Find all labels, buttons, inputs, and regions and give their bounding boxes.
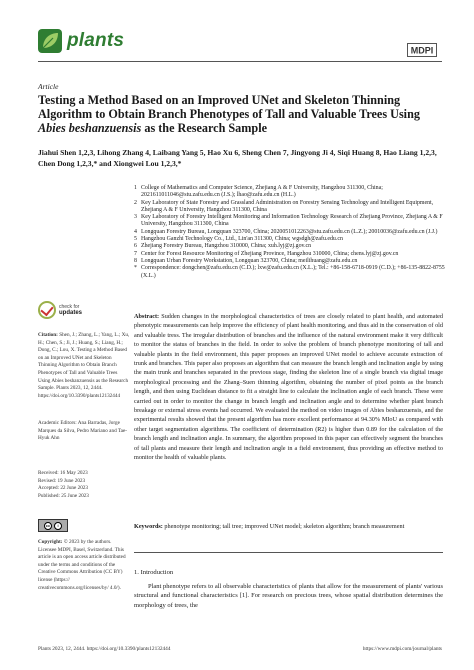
affiliation-item [134, 200, 454, 215]
editors-label: Academic Editors: [38, 420, 77, 426]
page-footer [38, 646, 442, 652]
plants-leaf-icon [38, 29, 62, 53]
check-updates-icon [38, 301, 56, 319]
affiliation-item [134, 265, 454, 280]
journal-name[interactable]: plants [67, 30, 125, 51]
article-type: Article [38, 82, 59, 91]
published-date: Published: 25 June 2023 [38, 492, 89, 499]
affiliation-text: Longquan Forestry Bureau, Longquan 323700, China; 2020051012263@stu.zafu.edu.cn (L.Z.); 20010036@zafu.edu.cn (J.J.) [141, 228, 438, 235]
affiliation-text: Hangzhou Ganzhi Technology Co., Ltd., Lin'an 311300, China; wgsdgh@zafu.edu.cn [141, 236, 343, 243]
abstract [134, 312, 443, 463]
header-rule [38, 61, 442, 62]
section-heading: 1. Introduction [134, 569, 174, 576]
affiliation-number: 2 [134, 199, 137, 206]
editors-text: Ana Barradas, Jorge Marques da Silva, Pedro Mariano and Tae-Hyuk Ahn [38, 420, 127, 442]
affiliation-item [134, 185, 454, 200]
introduction-text [134, 582, 443, 610]
copyright-text: © 2023 by the authors. Licensee MDPI, Basel, Switzerland. This article is an open access article distributed under the terms and conditions of the Creative Commons Attribution (CC BY) license (https:// creativecommons.org/licenses/by/ 4.0/). [38, 539, 126, 591]
affiliation-number: 7 [134, 250, 137, 257]
affiliation-text: College of Mathematics and Computer Science, Zhejiang A & F University, Hangzhou 311300, China; 2021611011046@stu.zafu.edu.cn (J.S.); lhao@zafu.edu.cn (H.L.) [141, 185, 383, 199]
mdpi-logo-icon[interactable] [407, 43, 437, 57]
affiliation-item [134, 243, 454, 250]
affiliation-text: Key Laboratory of State Forestry and Grassland Administration on Forestry Sensing Technology and Intelligent Equipment, Zhejiang A & F University, Hangzhou 311300, China [141, 199, 434, 213]
title-text: Testing a Method Based on an Improved UNet and Skeleton Thinning Algorithm to Obtain Branch Phenotypes of Tall and Valuable Trees Using Abies beshanzuensis as the Research Sample [38, 93, 420, 136]
copyright-block [38, 539, 130, 592]
affiliation-text: Center for Forest Resource Monitoring of Zhejiang Province, Hangzhou 310000, China; chens.lyj@zj.gov.cn [141, 250, 399, 257]
affiliation-item [134, 229, 454, 236]
affiliation-text: Correspondence: dongchen@zafu.edu.cn (C.D.); lxw@zafu.edu.cn (X.L.); Tel.: +86-158-6718-0919 (C.D.); +86-135-8822-8755 (X.L.) [141, 265, 445, 279]
revised-date: Revised: 19 June 2023 [38, 477, 86, 484]
affiliation-item [134, 214, 454, 229]
citation-text: Shen, J.; Zhang, L.; Yang, L.; Xu, H.; Chen, S.; Ji, J.; Huang, S.; Liang, H.; Dong, C.; Lou, X. Testing a Method Based on an Improved UNet and Skeleton Thinning Algorithm to Obtain Branch Phenotypes of Tall and Valuable Trees Using Abies beshanzuensis as the Research Sample. Plants 2023, 12, 2444. https://doi.org/10.3390/plants12132444 [38, 332, 130, 399]
intro-text: Plant phenotype refers to all observable characteristics of plants that allow for the measurement of plants' various structural and functional characteristics [1]. For research on precious trees, whose spatial distribution determines the morphology of trees, the [134, 583, 443, 609]
dates-block [38, 470, 130, 500]
affiliation-item [134, 236, 454, 243]
author-list: Jiahui Shen 1,2,3, Lihong Zhang 4, Laibang Yang 5, Hao Xu 6, Sheng Chen 7, Jingyong Ji 4, Siqi Huang 8, Hao Liang 1,2,3, Chen Dong 1,2,3,* and Xiongwei Lou 1,2,3,* [38, 148, 437, 168]
article-title [38, 93, 442, 136]
abstract-label: Abstract: [134, 313, 160, 320]
affiliation-number: 5 [134, 236, 137, 243]
keywords-rule [134, 552, 443, 553]
affiliation-number: 8 [134, 257, 137, 264]
affiliation-number: 1 [134, 185, 137, 191]
cc-license-badge[interactable] [38, 519, 68, 532]
affiliation-number: 4 [134, 228, 137, 235]
by-icon: i [54, 522, 62, 530]
keywords-label: Keywords: [134, 523, 163, 530]
footer-citation[interactable]: Plants 2023, 12, 2444. https://doi.org/10.3390/plants12132444 [38, 646, 171, 652]
cc-icon: cc [45, 522, 51, 528]
affiliation-text: Zhejiang Forestry Bureau, Hangzhou 310000, China; xuh.lyj@zj.gov.cn [141, 243, 312, 250]
abstract-text: Sudden changes in the morphological characteristics of trees are closely related to plant health, and automated phenotypic measurements can help improve the efficiency of plant health monitoring, and thus aid in the conservation of old and valuable tress. The irregular distribution of branches and the influence of the natural environment make it very difficult to monitor the status of branches in the field. In order to solve the problem of branch phenotype monitoring of tall and valuable plants in the field environment, this paper proposes an improved UNet model to achieve accurate extraction of trunk and branches. This paper also proposes an algorithm that can measure the branch length and inclination angle by using the main trunk and branches separated in the previous stage, finding the skeleton line of a single branch via digital image morphological processing and the Zhang–Suen thinning algorithm, obtaining the number of pixel points as the branch length, and then using Euclidean distance to fit a straight line to calculate the inclination angle of each branch. These were carried out in order to monitor the change in branch length and inclination angle and to determine whether plant branch breakage or external stress events had occurred. We evaluated the method on video images of Abies beshanzuensis, and the experimental results showed that the present algorithm has more excellent performance at 94.30% MIoU as compared with other target segmentation algorithms. The coefficient of determination (R2) is higher than 0.89 for the calculation of the branch length and inclination angle. In summary, the algorithm proposed in this paper can effectively segment the branches of tall plants and measure their length and inclination angle in a field environment, thus providing an effective method to monitor the health of valuable plants. [134, 313, 444, 462]
citation-label: Citation: [38, 332, 58, 338]
affiliation-number: 6 [134, 243, 137, 250]
affiliation-number: 3 [134, 214, 137, 221]
affiliation-item [134, 251, 454, 258]
affiliation-text: Longquan Urban Forestry Workstation, Longquan 323700, China; meilihuang@zafu.edu.cn [141, 257, 358, 264]
affiliations [134, 185, 454, 280]
footer-url[interactable]: https://www.mdpi.com/journal/plants [362, 646, 442, 652]
svg-text:MDPI: MDPI [410, 45, 434, 56]
received-date: Received: 16 May 2023 [38, 470, 88, 476]
editors-block [38, 420, 130, 443]
affiliation-text: Key Laboratory of Forestry Intelligent Monitoring and Information Technology Research of Zhejiang Province, Zhejiang A & F University, Hangzhou 311300, China [141, 214, 443, 228]
accepted-date: Accepted: 22 June 2023 [38, 485, 88, 492]
updates-label: updates [59, 310, 83, 316]
keywords-text: phenotype monitoring; tall tree; improved UNet model; skeleton algorithm; branch measurement [164, 523, 405, 530]
affiliation-number: * [134, 265, 137, 272]
copyright-label: Copyright: [38, 539, 63, 545]
keywords [134, 522, 443, 531]
citation-block [38, 332, 130, 400]
check-for-updates-button[interactable] [38, 299, 98, 321]
check-label: check for [59, 304, 80, 310]
